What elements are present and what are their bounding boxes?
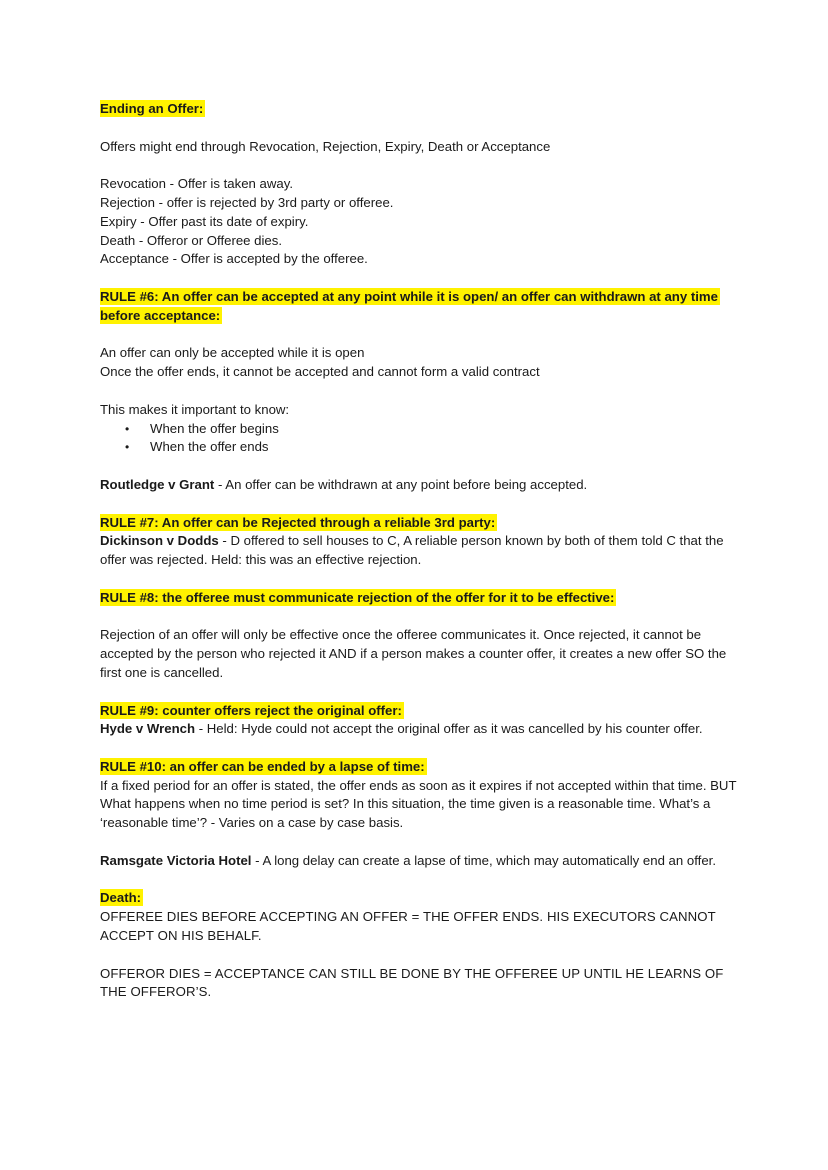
case-text: - Held: Hyde could not accept the original offer as it was cancelled by his counter offer. — [195, 721, 703, 737]
rule6-line2: Once the offer ends, it cannot be accepted and cannot form a valid contract — [100, 364, 540, 380]
section-rule9 — [100, 702, 740, 721]
section-rule6 — [100, 288, 740, 326]
list-item: • When the offer ends — [150, 438, 740, 457]
case-name: Hyde v Wrench — [100, 721, 196, 737]
section-rule10 — [100, 758, 740, 777]
definition-rejection: Rejection - offer is rejected by 3rd party or offeree. — [100, 194, 394, 210]
rule6-line1: An offer can only be accepted while it is open — [100, 345, 365, 361]
case-ramsgate-victoria-hotel — [100, 852, 740, 871]
case-name: Routledge v Grant — [100, 476, 215, 492]
heading-rule9: RULE #9: counter offers reject the original offer: — [100, 702, 402, 718]
section-death — [100, 889, 740, 908]
definition-expiry: Expiry - Offer past its date of expiry. — [100, 213, 309, 229]
rule6-know-intro: This makes it important to know: — [100, 401, 290, 417]
case-name: Dickinson v Dodds — [100, 533, 219, 549]
rule6-bullet-list — [100, 420, 740, 458]
section-rule8 — [100, 589, 740, 608]
list-item: • When the offer begins — [150, 420, 740, 439]
case-dickinson-v-dodds — [100, 532, 740, 570]
heading-rule6: RULE #6: An offer can be accepted at any point while it is open/ an offer can withdrawn at any time before acceptance: — [100, 288, 718, 323]
heading-rule10: RULE #10: an offer can be ended by a lapse of time: — [100, 758, 425, 774]
case-routledge-v-grant — [100, 476, 740, 495]
heading-death: Death: — [100, 890, 142, 906]
ending-offer-intro: Offers might end through Revocation, Rejection, Expiry, Death or Acceptance — [100, 138, 551, 154]
case-name: Ramsgate Victoria Hotel — [100, 852, 252, 868]
document-body — [100, 100, 740, 1002]
heading-rule8: RULE #8: the offeree must communicate rejection of the offer for it to be effective: — [100, 589, 615, 605]
death-offeree: OFFEREE DIES BEFORE ACCEPTING AN OFFER = THE OFFER ENDS. HIS EXECUTORS CANNOT ACCEPT ON HIS BEHALF. — [100, 909, 716, 944]
definition-acceptance: Acceptance - Offer is accepted by the offeree. — [100, 251, 368, 267]
heading-rule7: RULE #7: An offer can be Rejected through a reliable 3rd party: — [100, 514, 496, 530]
section-rule7 — [100, 514, 740, 533]
definition-death: Death - Offeror or Offeree dies. — [100, 232, 283, 248]
case-text: - D offered to sell houses to C, A reliable person known by both of them told C that the offer was rejected. Held: this was an effective rejection. — [100, 533, 724, 568]
definition-revocation: Revocation - Offer is taken away. — [100, 176, 294, 192]
rule10-body: If a fixed period for an offer is stated, the offer ends as soon as it expires if not accepted within that time. BUT What happens when no time period is set? In this situation, the time given is a reasonable time. What’s a ‘reasonable time’? - Varies on a case by case basis. — [100, 777, 737, 831]
case-text: - A long delay can create a lapse of time, which may automatically end an offer. — [251, 852, 716, 868]
heading-ending-offer: Ending an Offer: — [100, 101, 204, 116]
death-offeror: OFFEROR DIES = ACCEPTANCE CAN STILL BE DONE BY THE OFFEREE UP UNTIL HE LEARNS OF THE OFFEROR’S. — [100, 965, 724, 1000]
rule8-body: Rejection of an offer will only be effective once the offeree communicates it. Once rejected, it cannot be accepted by the person who rejected it AND if a person makes a counter offer, it creates a new offer SO the first one is cancelled. — [100, 627, 727, 680]
case-hyde-v-wrench — [100, 720, 740, 739]
section-ending-offer — [100, 100, 740, 119]
case-text: - An offer can be withdrawn at any point before being accepted. — [214, 476, 588, 492]
